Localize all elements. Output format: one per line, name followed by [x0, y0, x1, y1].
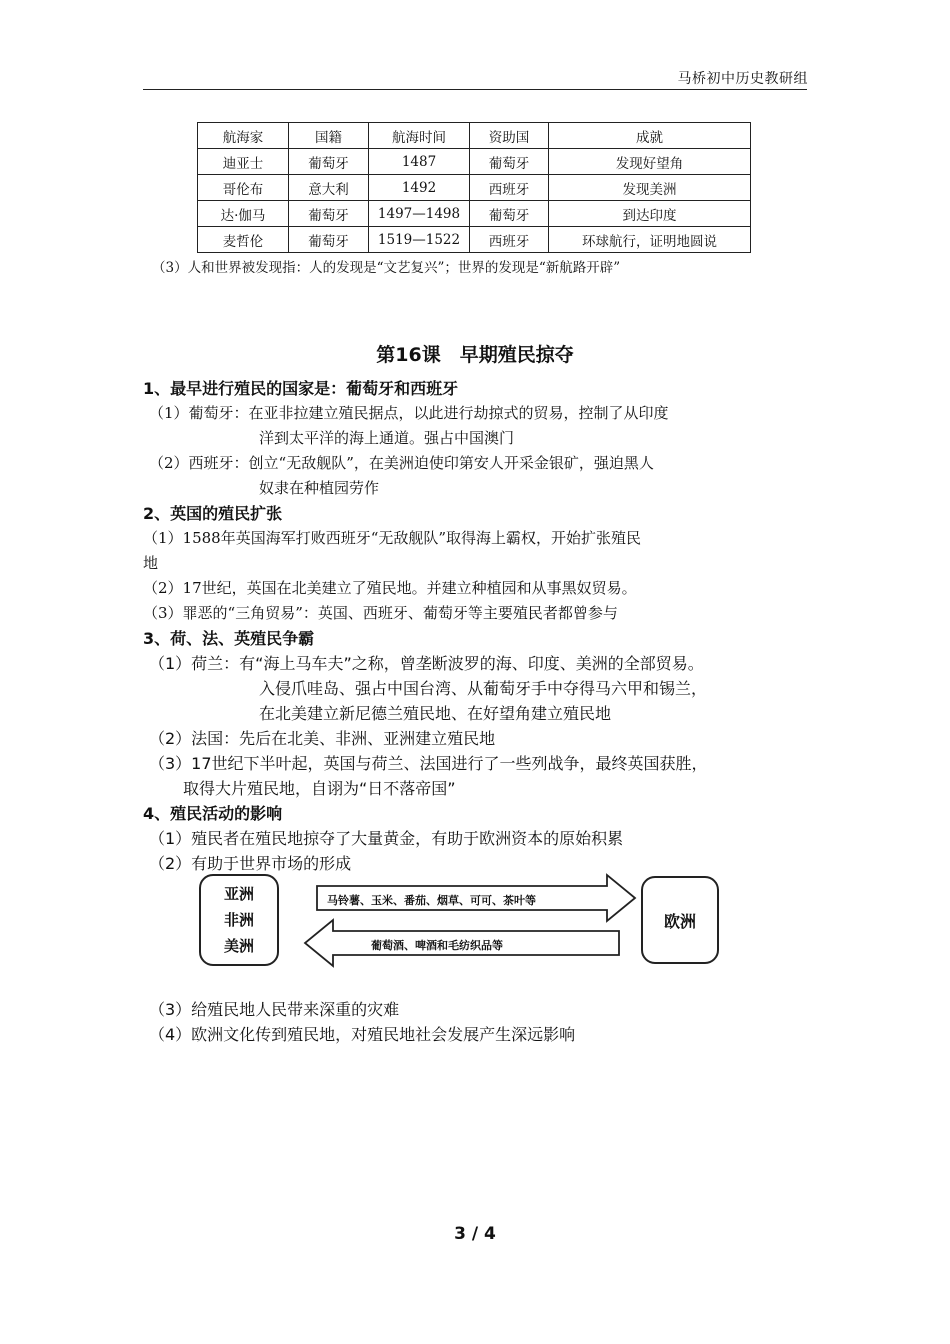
paragraph: （3）给殖民地人民带来深重的灾难	[149, 1000, 400, 1019]
table-cell: 葡萄牙	[289, 201, 369, 227]
section-heading: 2、英国的殖民扩张	[143, 504, 283, 523]
paragraph: （1）殖民者在殖民地掠夺了大量黄金，有助于欧洲资本的原始积累	[149, 829, 624, 848]
table-cell: 哥伦布	[198, 175, 289, 201]
paragraph-continuation: 奴隶在种植园劳作	[259, 479, 380, 497]
region-label: 美洲	[223, 937, 254, 955]
paragraph-continuation: 洋到太平洋的海上通道。强占中国澳门	[259, 429, 515, 447]
table-header-cell: 航海时间	[369, 123, 470, 149]
navigators-table	[197, 122, 751, 253]
paragraph: （2）有助于世界市场的形成	[149, 854, 352, 873]
table-header-cell: 成就	[549, 123, 751, 149]
lesson-title: 第16课 早期殖民掠夺	[376, 344, 574, 366]
paragraph-continuation: 取得大片殖民地，自诩为“日不落帝国”	[183, 779, 456, 798]
section-heading: 1、最早进行殖民的国家是：葡萄牙和西班牙	[143, 379, 459, 398]
table-row	[198, 175, 751, 201]
section-heading: 3、荷、法、英殖民争霸	[143, 629, 315, 648]
table-cell: 西班牙	[470, 227, 549, 253]
paragraph: （2）法国：先后在北美、非洲、亚洲建立殖民地	[149, 729, 496, 748]
table-cell: 1519—1522	[369, 227, 470, 253]
paragraph: （3）罪恶的“三角贸易”：英国、西班牙、葡萄牙等主要殖民者都曾参与	[143, 604, 618, 622]
note-discovery: （3）人和世界被发现指：人的发现是“文艺复兴”；世界的发现是“新航路开辟”	[152, 260, 621, 276]
table-cell: 达·伽马	[198, 201, 289, 227]
header-org: 马桥初中历史教研组	[677, 71, 808, 87]
table-row	[198, 201, 751, 227]
table-cell: 麦哲伦	[198, 227, 289, 253]
table-header-cell: 资助国	[470, 123, 549, 149]
region-label: 非洲	[223, 911, 254, 929]
table-row	[198, 149, 751, 175]
paragraph: （3）17世纪下半叶起，英国与荷兰、法国进行了一些列战争，最终英国获胜，	[149, 754, 708, 773]
paragraph: （1）1588年英国海军打败西班牙“无敌舰队”取得海上霸权，开始扩张殖民	[143, 529, 642, 547]
table-cell: 环球航行，证明地圆说	[549, 227, 751, 253]
paragraph: （4）欧洲文化传到殖民地，对殖民地社会发展产生深远影响	[149, 1025, 576, 1044]
paragraph: （2）西班牙：创立“无敌舰队”，在美洲迫使印第安人开采金银矿，强迫黑人	[149, 454, 654, 472]
table-cell: 葡萄牙	[470, 149, 549, 175]
header-divider	[143, 89, 807, 90]
table-cell: 1492	[369, 175, 470, 201]
paragraph: （1）荷兰：有“海上马车夫”之称，曾垄断波罗的海、印度、美洲的全部贸易。	[149, 654, 704, 673]
table-header-row	[198, 123, 751, 149]
table-header-cell: 国籍	[289, 123, 369, 149]
table-cell: 1487	[369, 149, 470, 175]
table-cell: 葡萄牙	[289, 227, 369, 253]
paragraph-continuation: 在北美建立新尼德兰殖民地、在好望角建立殖民地	[259, 704, 612, 723]
table-cell: 西班牙	[470, 175, 549, 201]
paragraph: （2）17世纪，英国在北美建立了殖民地。并建立种植园和从事黑奴贸易。	[143, 579, 637, 597]
table-header-cell: 航海家	[198, 123, 289, 149]
paragraph-continuation: 入侵爪哇岛、强占中国台湾、从葡萄牙手中夺得马六甲和锡兰，	[259, 679, 708, 698]
europe-box	[641, 876, 719, 964]
table-cell: 葡萄牙	[289, 149, 369, 175]
page-number: 3 / 4	[454, 1224, 496, 1244]
region-label: 欧洲	[663, 911, 696, 931]
table-cell: 迪亚士	[198, 149, 289, 175]
region-label: 亚洲	[223, 885, 254, 903]
paragraph-continuation: 地	[143, 554, 159, 572]
table-cell: 葡萄牙	[470, 201, 549, 227]
table-cell: 1497—1498	[369, 201, 470, 227]
paragraph: （1）葡萄牙：在亚非拉建立殖民据点，以此进行劫掠式的贸易，控制了从印度	[149, 404, 669, 422]
table-cell: 到达印度	[549, 201, 751, 227]
table-cell: 发现好望角	[549, 149, 751, 175]
table-cell: 意大利	[289, 175, 369, 201]
trade-diagram	[199, 872, 719, 968]
section-heading: 4、殖民活动的影响	[143, 804, 283, 823]
exports-to-colonies-label: 葡萄酒、啤酒和毛纺织品等	[371, 939, 503, 952]
table-cell: 发现美洲	[549, 175, 751, 201]
table-row	[198, 227, 751, 253]
exports-to-europe-label: 马铃薯、玉米、番茄、烟草、可可、茶叶等	[327, 894, 536, 907]
